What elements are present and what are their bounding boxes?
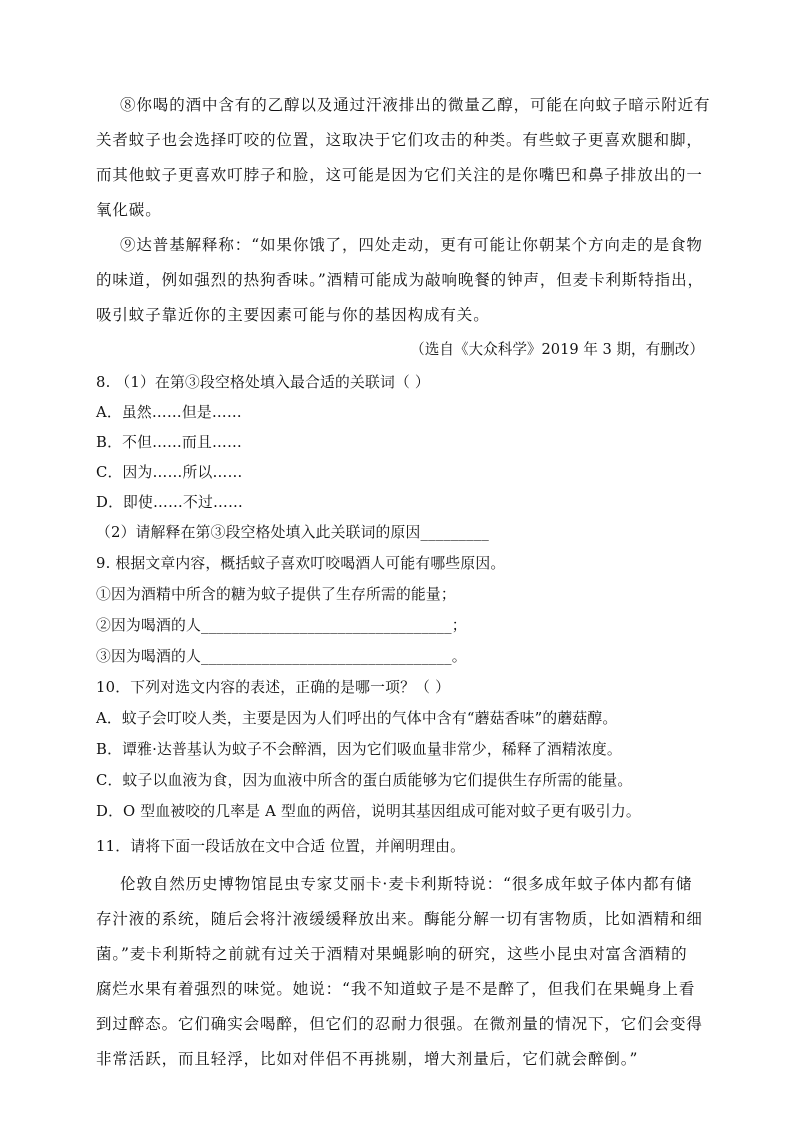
question-11-quote-line-2: 存汁液的系统，随后会将汁液缓缓释放出来。酶能分解一切有害物质，比如酒精和细 [96,910,703,928]
question-11-stem: 11．请将下面一段话放在文中合适 位置，并阐明理由。 [96,838,466,855]
paragraph-8-line-4: 氧化碳。 [96,201,162,219]
question-8-part-2: （2）请解释在第③段空格处填入此关联词的原因_________ [96,524,489,541]
question-10-option-a[interactable]: A．蚊子会叮咬人类，主要是因为人们呼出的气体中含有“蘑菇香味”的蘑菇醇。 [96,710,618,727]
question-8-option-c[interactable]: C．因为……所以…… [96,464,243,481]
paragraph-9-line-2: 的味道，例如强烈的热狗香味。”酒精可能成为敲响晚餐的钟声，但麦卡利斯特指出， [96,271,704,289]
paragraph-8-line-3: 而其他蚊子更喜欢叮脖子和脸，这可能是因为它们关注的是你嘴巴和鼻子排放出的一 [96,166,703,184]
question-11-quote-line-1: 伦敦自然历史博物馆昆虫专家艾丽卡·麦卡利斯特说：“很多成年蚊子体内都有储 [120,875,693,893]
paragraph-9-line-3: 吸引蚊子靠近你的主要因素可能与你的基因构成有关。 [96,306,490,324]
question-10-option-b[interactable]: B．谭雅·达普基认为蚊子不会醉酒，因为它们吸血量非常少，稀释了酒精浓度。 [96,741,622,758]
question-11-quote-line-5: 到过醉态。它们确实会喝醉，但它们的忍耐力很强。在微剂量的情况下，它们会变得 [96,1015,703,1033]
paragraph-9-line-1: ⑨达普基解释称：“如果你饿了，四处走动，更有可能让你朝某个方向走的是食物 [120,236,703,254]
question-9-answer-1: ①因为酒精中所含的糖为蚊子提供了生存所需的能量； [96,586,456,603]
question-9-answer-2[interactable]: ②因为喝酒的人_________________________________； [96,617,467,634]
question-9-answer-3[interactable]: ③因为喝酒的人_________________________________。 [96,648,467,665]
question-10-option-d[interactable]: D．O 型血被咬的几率是 A 型血的两倍，说明其基因组成可能对蚊子更有吸引力。 [96,803,641,820]
question-8-stem: 8. （1）在第③段空格处填入最合适的关联词（ ） [96,374,430,391]
question-11-quote-line-4: 腐烂水果有着强烈的味觉。她说：“我不知道蚊子是不是醉了，但我们在果蝇身上看 [96,980,696,998]
question-8-option-b[interactable]: B．不但……而且…… [96,434,243,451]
paragraph-8-line-2: 关者蚊子也会选择叮咬的位置，这取决于它们攻击的种类。有些蚊子更喜欢腿和脚， [96,131,703,149]
question-10-stem: 10．下列对选文内容的表述，正确的是哪一项？（ ） [96,679,451,696]
question-9-stem: 9. 根据文章内容，概括蚊子喜欢叮咬喝酒人可能有哪些原因。 [96,555,506,572]
paragraph-8-line-1: ⑧你喝的酒中含有的乙醇以及通过汗液排出的微量乙醇，可能在向蚊子暗示附近有 [120,96,711,114]
source-citation: （选自《大众科学》2019 年 3 期，有删改） [410,341,704,358]
question-10-option-c[interactable]: C．蚊子以血液为食，因为血液中所含的蛋白质能够为它们提供生存所需的能量。 [96,772,633,789]
question-11-quote-line-3: 菌。”麦卡利斯特之前就有过关于酒精对果蝇影响的研究，这些小昆虫对富含酒精的 [96,945,688,963]
question-8-option-a[interactable]: A．虽然……但是…… [96,404,242,421]
question-11-quote-line-6: 非常活跃，而且轻浮，比如对伴侣不再挑剔，增大剂量后，它们就会醉倒。” [96,1050,639,1068]
question-8-option-d[interactable]: D．即使……不过…… [96,494,244,511]
